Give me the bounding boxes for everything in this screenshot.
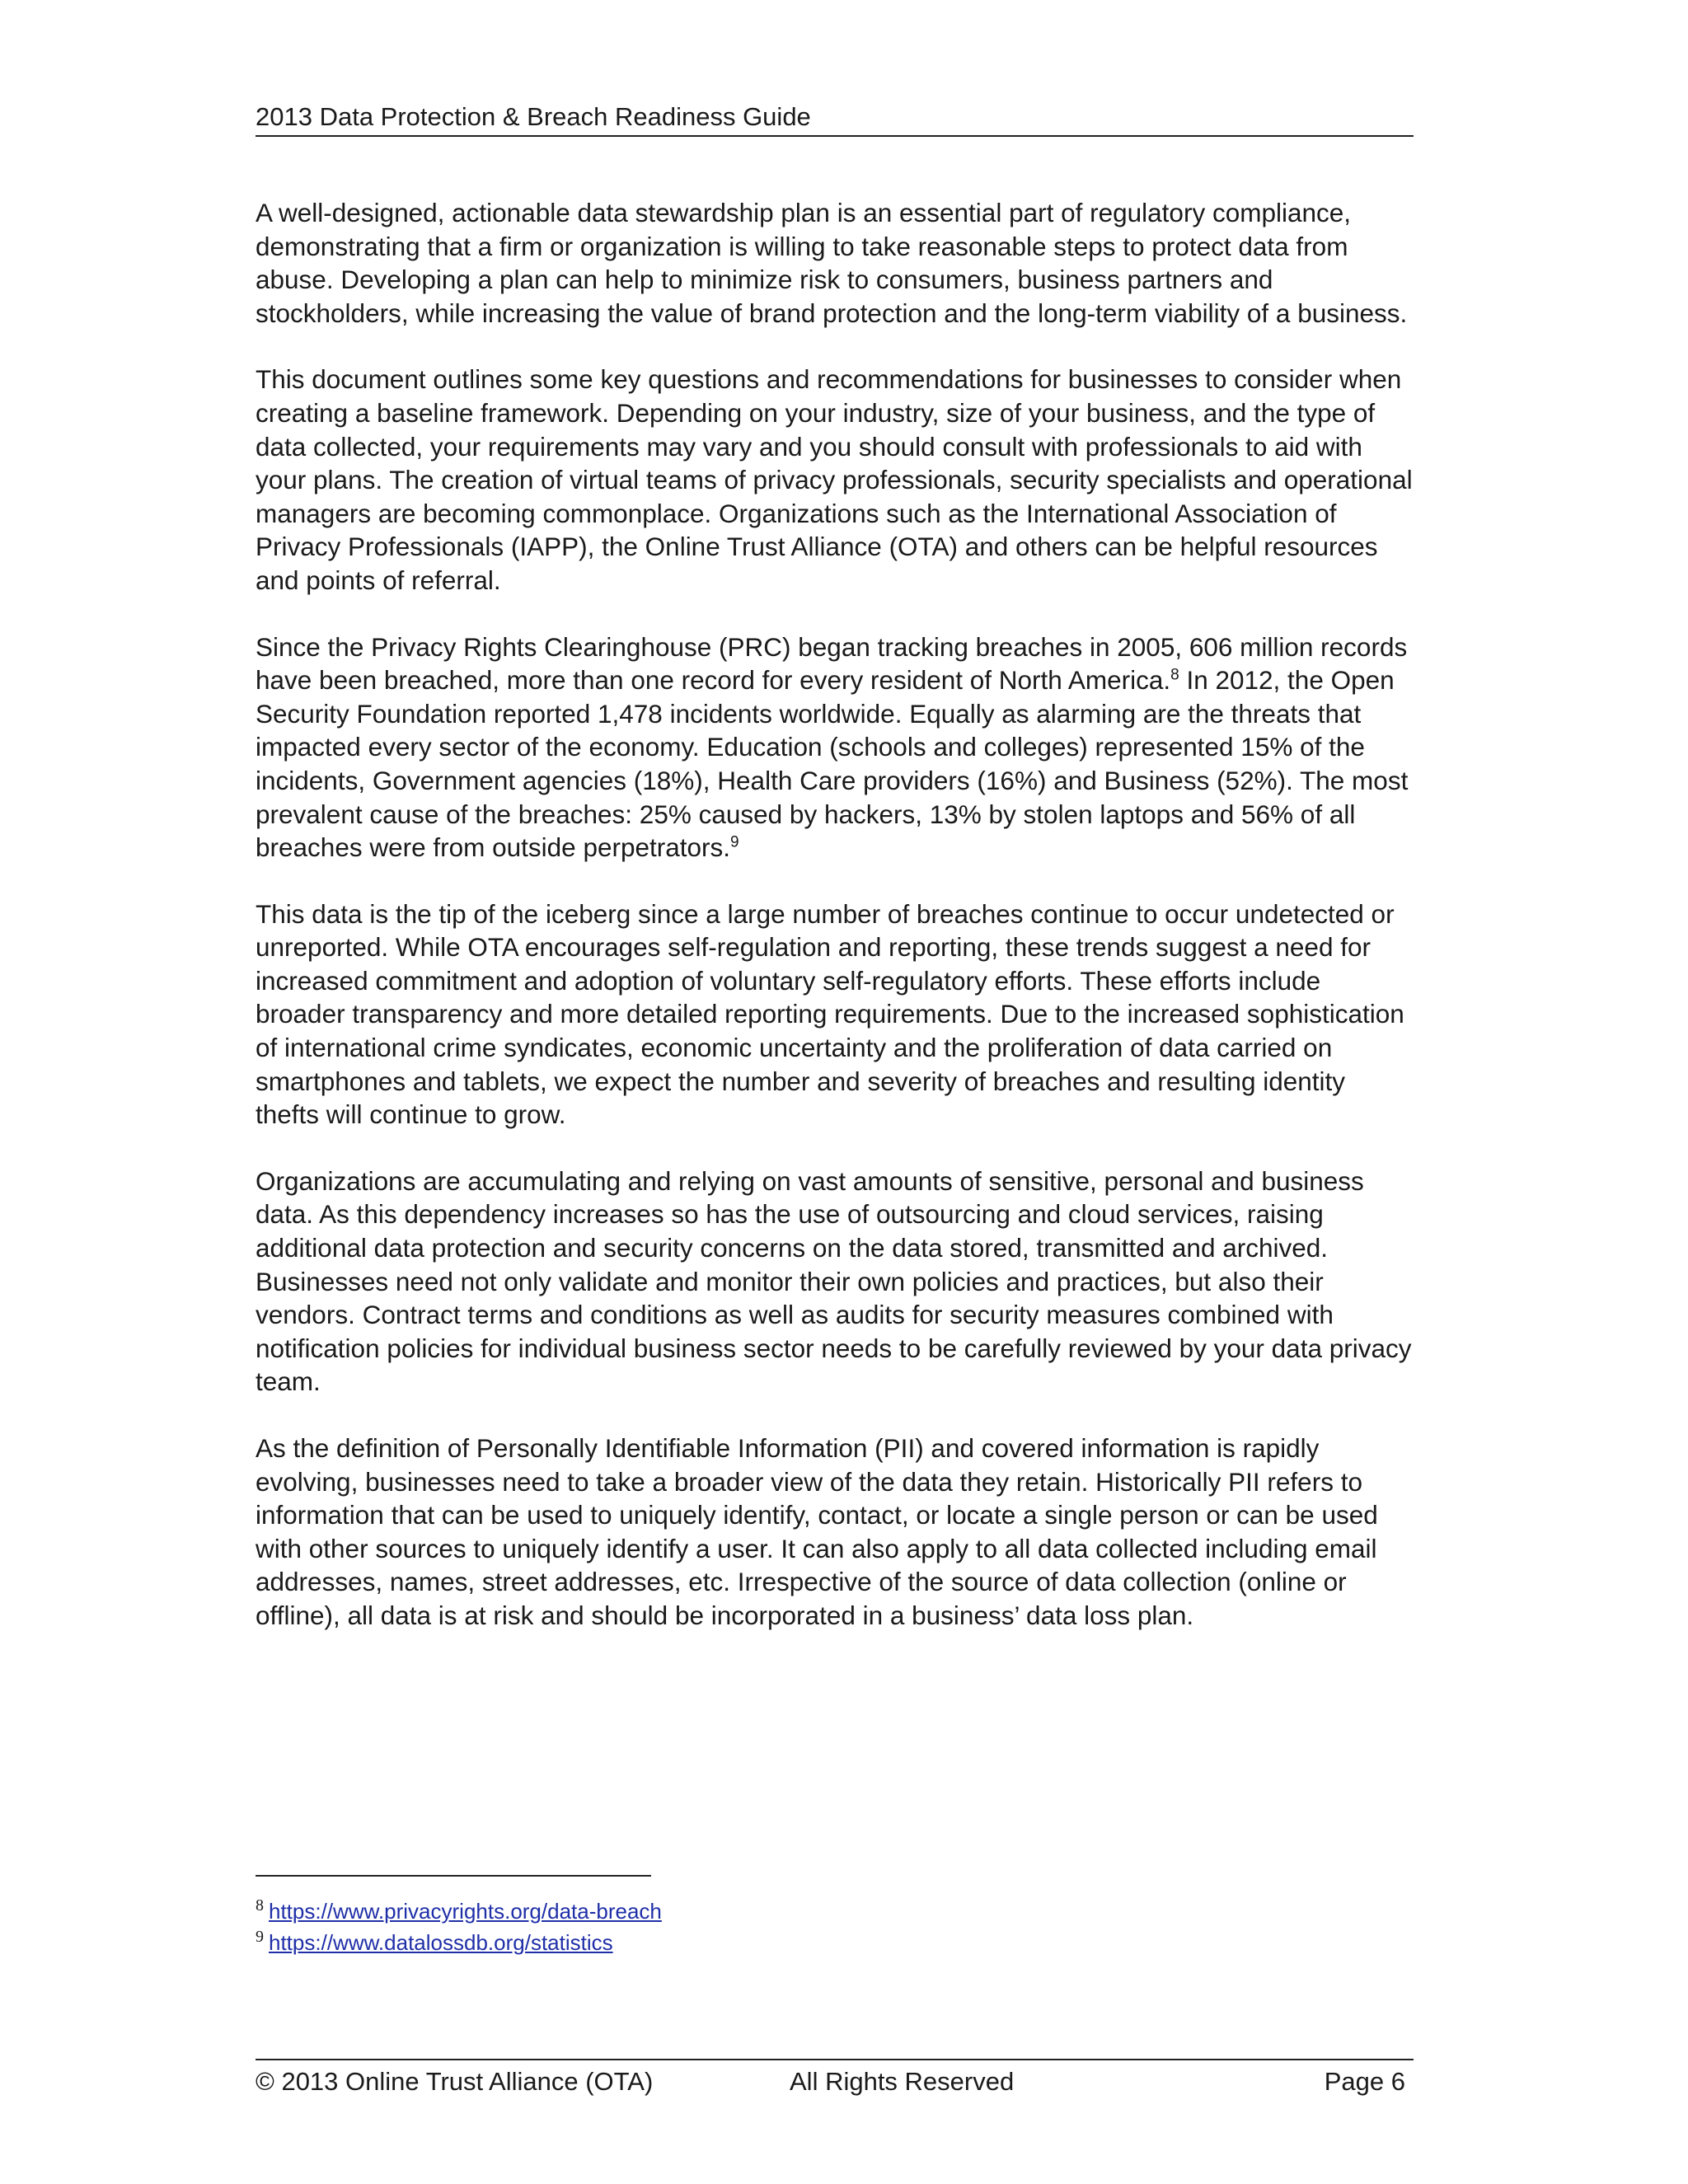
paragraph-text: In 2012, the Open Security Foundation reported 1,478 incidents worldwide. Equally as alarming are the threats that impacted every sector of the economy. Education (schools and colleges) represented 15% of the incidents, Government agencies (18%), Health Care providers (16%) and Business (52%). The most prevalent cause of the breaches: 25% caused by hackers, 13% by stolen laptops and 56% of all breaches were from outside perpetrators. (256, 665, 1409, 863)
footnote-divider (256, 1875, 651, 1877)
paragraph (256, 1432, 1414, 1633)
footnotes (256, 1896, 997, 1958)
paragraph-text: Organizations are accumulating and relying on vast amounts of sensitive, personal and business data. As this dependency increases so has the use of outsourcing and cloud services, raising additional data protection and security concerns on the data stored, transmitted and archived. Businesses need not only validate and monitor their own policies and practices, but also their vendors. Contract terms and conditions as well as audits for security measures combined with notification policies for individual business sector needs to be carefully reviewed by your data privacy team. (256, 1165, 1412, 1397)
paragraph-text: Since the Privacy Rights Clearinghouse (PRC) began tracking breaches in 2005, 606 million records have been breached, more than one record for every resident of North America. (256, 631, 1408, 696)
page-header (256, 97, 1414, 137)
paragraph-text: As the definition of Personally Identifiable Information (PII) and covered information is rapidly evolving, businesses need to take a broader view of the data they retain. Historically PII refers to information that can be used to uniquely identify, contact, or locate a single person or can be used with other sources to uniquely identify a user. It can also apply to all data collected including email addresses, names, street addresses, etc. Irrespective of the source of data collection (online or offline), all data is at risk and should be incorporated in a business’ data loss plan. (256, 1433, 1378, 1630)
footnote-number: 8 (256, 1896, 264, 1915)
footer-page-number: Page 6 (1324, 2067, 1405, 2096)
footer-copyright: © 2013 Online Trust Alliance (OTA) (256, 2067, 654, 2096)
paragraph-text: This data is the tip of the iceberg since a large number of breaches continue to occur undetected or unreported. While OTA encourages self-regulation and reporting, these trends suggest a need for increased commitment and adoption of voluntary self-regulatory efforts. These efforts include broader transparency and more detailed reporting requirements. Due to the increased sophistication of international crime syndicates, economic uncertainty and the proliferation of data carried on smartphones and tablets, we expect the number and severity of breaches and resulting identity thefts will continue to grow. (256, 898, 1404, 1130)
paragraph (256, 1165, 1414, 1399)
footnote (256, 1896, 997, 1927)
footnote-reference: 8 (1170, 666, 1179, 684)
paragraph-text: This document outlines some key questions and recommendations for businesses to consider when creating a baseline framework. Depending on your industry, size of your business, and the type of data collected, your requirements may vary and you should consult with professionals to aid with your plans. The creation of virtual teams of privacy professionals, security specialists and operational managers are becoming commonplace. Organizations such as the International Association of Privacy Professionals (IAPP), the Online Trust Alliance (OTA) and others can be helpful resources and points of referral. (256, 364, 1413, 595)
footnote-reference: 9 (730, 833, 739, 851)
page-footer (256, 2059, 1414, 2102)
header-title: 2013 Data Protection & Breach Readiness Guide (256, 102, 811, 131)
paragraph (256, 196, 1414, 330)
footer-rights: All Rights Reserved (790, 2067, 1015, 2096)
footnote (256, 1927, 997, 1958)
footnote-link[interactable]: https://www.datalossdb.org/statistics (269, 1930, 613, 1955)
paragraph (256, 363, 1414, 597)
footnote-link[interactable]: https://www.privacyrights.org/data-breach (269, 1899, 662, 1924)
paragraph (256, 630, 1414, 865)
body-text (256, 196, 1414, 1666)
paragraph (256, 898, 1414, 1132)
footnote-number: 9 (256, 1928, 264, 1947)
paragraph-text: A well-designed, actionable data stewardship plan is an essential part of regulatory compliance, demonstrating that a firm or organization is willing to take reasonable steps to protect data from abuse. Developing a plan can help to minimize risk to consumers, business partners and stockholders, while increasing the value of brand protection and the long-term viability of a business. (256, 198, 1408, 328)
